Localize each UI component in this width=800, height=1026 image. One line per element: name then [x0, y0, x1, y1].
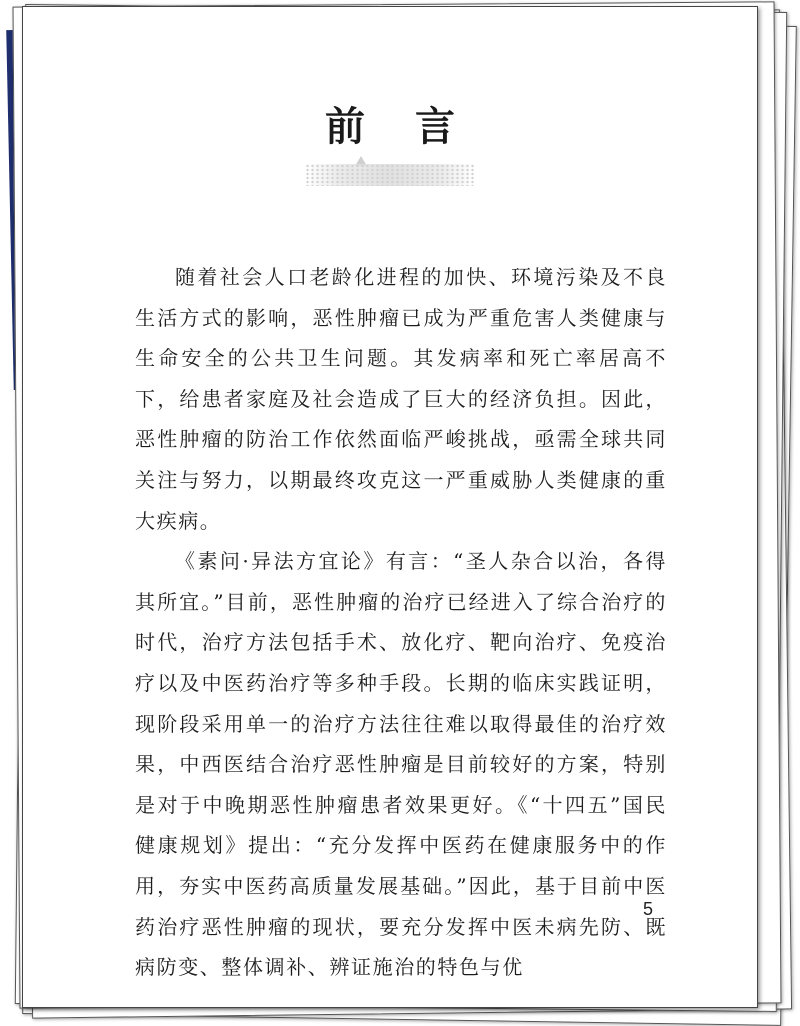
paragraph-2: 《素问·异法方宜论》有言：“圣人杂合以治，各得其所宜。”目前，恶性肿瘤的治疗已经进入了综合治疗的时代，治疗方法包括手术、放化疗、靶向治疗、免疫治疗以及中医药治疗等多种手段。长期的临床实践证明，现阶段采用单一的治疗方法往往难以取得最佳的治疗效果，中西医结合治疗恶性肿瘤是目前较好的方案，特别是对于中晚期恶性肿瘤患者效果更好。《“十四五”国民健康规划》提出：“充分发挥中医药在健康服务中的作用，夯实中医药高质量发展基础。”因此，基于目前中医药治疗恶性肿瘤的现状，要充分发挥中医未病先防、既病防变、整体调补、辨证施治的特色与优 — [135, 549, 667, 980]
body-text — [135, 257, 667, 988]
paragraph-1: 随着社会人口老龄化进程的加快、环境污染及不良生活方式的影响，恶性肿瘤已成为严重危害人类健康与生命安全的公共卫生问题。其发病率和死亡率居高不下，给患者家庭及社会造成了巨大的经济负担。因此，恶性肿瘤的防治工作依然面临严峻挑战，亟需全球共同关注与努力，以期最终攻克这一严重威胁人类健康的重大疾病。 — [135, 265, 667, 533]
page-title: 前 言 — [325, 103, 473, 150]
ornament-dots — [305, 164, 475, 186]
page-number: 5 — [642, 899, 653, 919]
title-ornament — [305, 156, 475, 190]
title-block — [23, 95, 757, 190]
document-page — [22, 6, 758, 1008]
